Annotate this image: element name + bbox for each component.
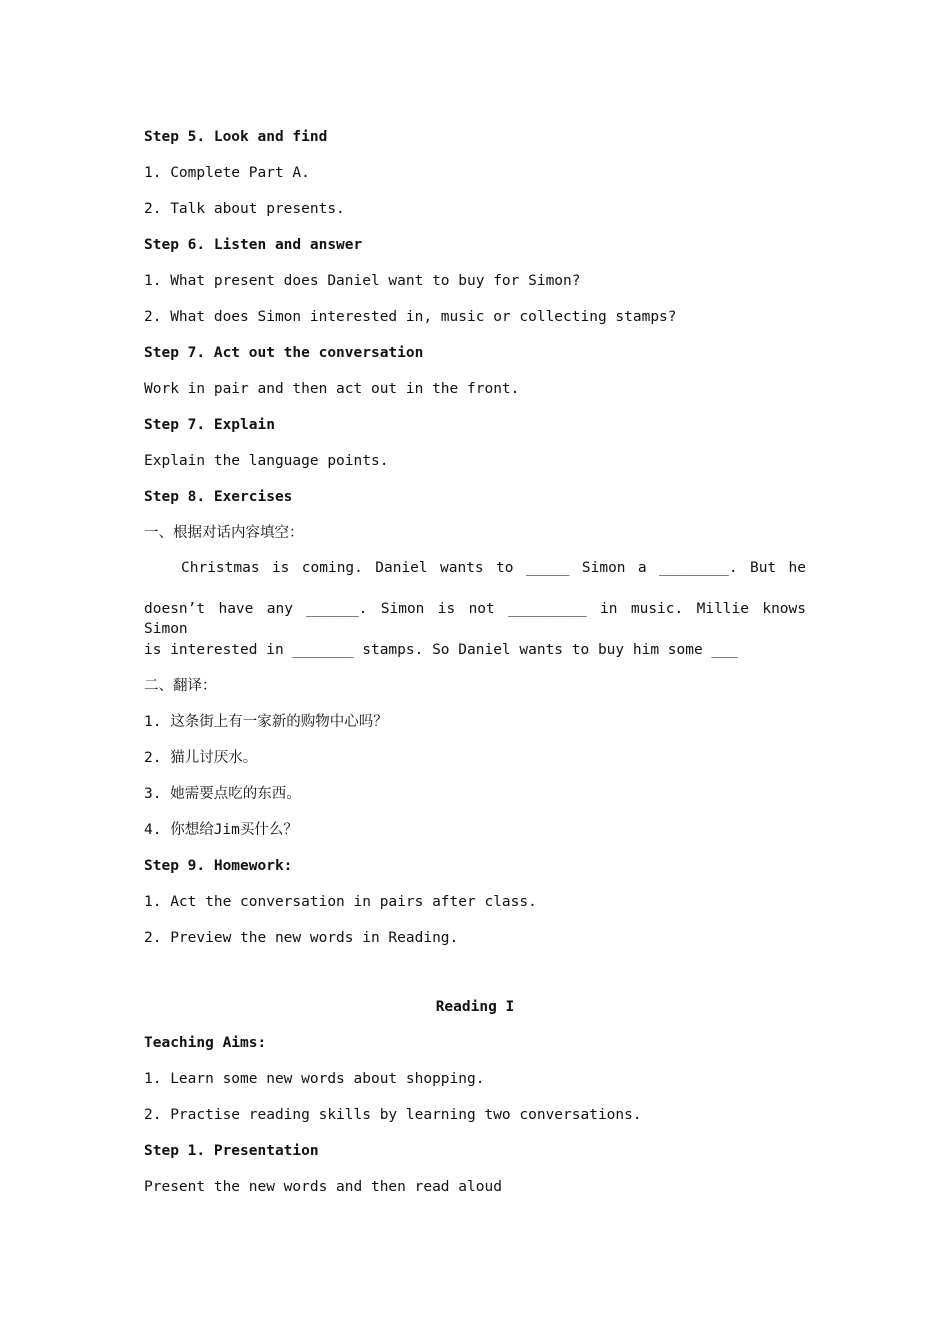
step9-heading: Step 9. Homework: bbox=[144, 858, 293, 874]
list-item: 2. Preview the new words in Reading. bbox=[144, 930, 459, 946]
step6-heading: Step 6. Listen and answer bbox=[144, 237, 363, 253]
list-item: 1. What present does Daniel want to buy for Simon? bbox=[144, 273, 581, 289]
list-item: 4. 你想给Jim买什么？ bbox=[144, 822, 298, 838]
list-item: 1. Act the conversation in pairs after class. bbox=[144, 894, 537, 910]
exercise-part1-title: 一、根据对话内容填空： bbox=[144, 525, 304, 541]
list-item: 2. 猫儿讨厌水。 bbox=[144, 750, 258, 766]
step1-heading: Step 1. Presentation bbox=[144, 1143, 319, 1159]
section-title: Reading I bbox=[435, 999, 515, 1015]
step5-heading: Step 5. Look and find bbox=[144, 129, 328, 145]
step8-heading: Step 8. Exercises bbox=[144, 489, 293, 505]
passage-line: Christmas is coming. Daniel wants to _____ Simon a ________. But he bbox=[181, 560, 806, 576]
step7-act-heading: Step 7. Act out the conversation bbox=[144, 345, 424, 361]
paragraph: Present the new words and then read aloud bbox=[144, 1179, 502, 1195]
exercise-part2-title: 二、翻译： bbox=[144, 678, 217, 694]
list-item: 2. What does Simon interested in, music or collecting stamps? bbox=[144, 309, 677, 325]
list-item: 2. Talk about presents. bbox=[144, 201, 345, 217]
paragraph: Work in pair and then act out in the front. bbox=[144, 381, 520, 397]
teaching-aims-heading: Teaching Aims: bbox=[144, 1035, 267, 1051]
paragraph: Explain the language points. bbox=[144, 453, 389, 469]
step7-explain-heading: Step 7. Explain bbox=[144, 417, 275, 433]
list-item: 2. Practise reading skills by learning two conversations. bbox=[144, 1107, 642, 1123]
passage-line: is interested in _______ stamps. So Daniel wants to buy him some ___ bbox=[144, 642, 738, 658]
list-item: 1. 这条街上有一家新的购物中心吗？ bbox=[144, 714, 388, 730]
passage-line: doesn’t have any ______. Simon is not _________ in music. Millie knows Simon bbox=[144, 601, 806, 637]
list-item: 1. Learn some new words about shopping. bbox=[144, 1071, 485, 1087]
list-item: 3. 她需要点吃的东西。 bbox=[144, 786, 301, 802]
list-item: 1. Complete Part A. bbox=[144, 165, 310, 181]
